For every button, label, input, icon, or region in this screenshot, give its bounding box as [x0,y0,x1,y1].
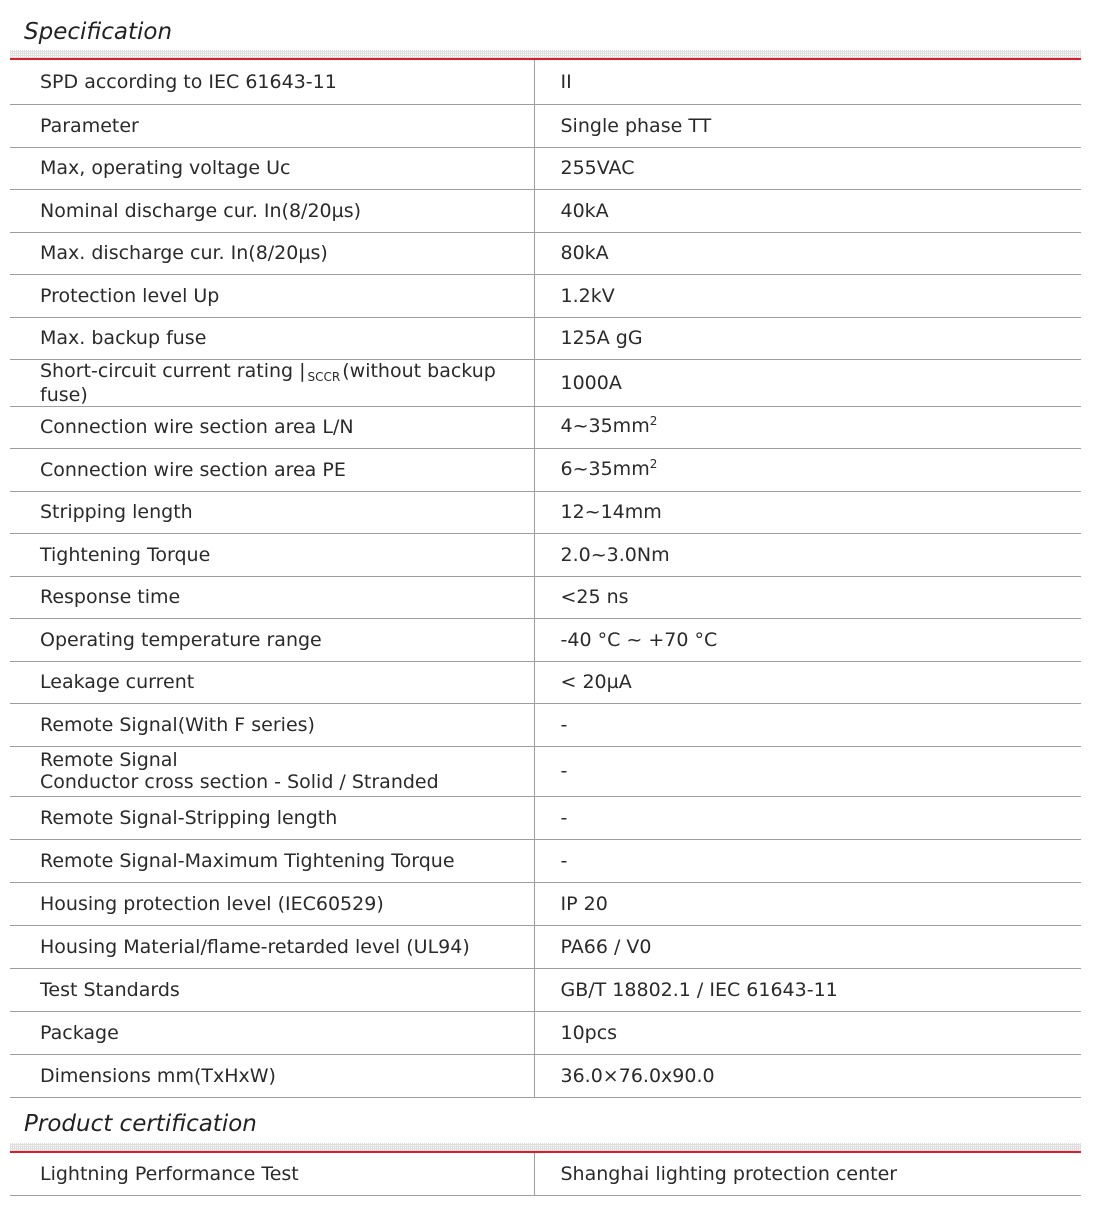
param-cell: Package [10,1011,534,1054]
param-cell [10,746,534,796]
value-cell: 255VAC [534,147,1081,189]
certification-table [10,1153,1081,1196]
value-cell: -40 °C ~ +70 °C [534,618,1081,661]
param-cell: Remote Signal-Maximum Tightening Torque [10,839,534,882]
table-row [10,661,1081,703]
param-cell: Response time [10,576,534,618]
table-row [10,1011,1081,1054]
param-cell: Test Standards [10,968,534,1011]
table-row [10,317,1081,359]
value-text: 4~35mm [560,415,650,437]
value-cell: Single phase TT [534,104,1081,147]
value-cell: 2.0~3.0Nm [534,533,1081,576]
value-cell: IP 20 [534,882,1081,925]
value-superscript: 2 [649,414,658,428]
param-cell: Nominal discharge cur. In(8/20µs) [10,189,534,232]
param-cell: Stripping length [10,491,534,533]
table-row [10,839,1081,882]
table-row [10,1153,1081,1195]
specification-title: Specification [24,19,173,45]
value-superscript: 2 [649,456,658,471]
value-cell: GB/T 18802.1 / IEC 61643-11 [534,968,1081,1011]
header-dot-band [10,50,1081,58]
table-row [10,147,1081,189]
param-cell: Housing Material/flame-retarded level (UL94) [10,925,534,968]
value-cell: 36.0×76.0x90.0 [534,1054,1081,1097]
value-cell: 12~14mm [534,491,1081,533]
param-cell: Max, operating voltage Uc [10,147,534,189]
param-cell: Lightning Performance Test [10,1153,534,1195]
param-cell: Parameter [10,104,534,147]
param-cell: Protection level Up [10,274,534,317]
value-cell [534,406,1081,448]
value-cell: Shanghai lighting protection center [534,1153,1081,1195]
value-cell [534,448,1081,491]
value-cell: < 20µA [534,661,1081,703]
table-row [10,882,1081,925]
param-cell: Dimensions mm(TxHxW) [10,1054,534,1097]
table-row [10,576,1081,618]
table-row [10,746,1081,796]
table-row [10,448,1081,491]
cert-dot-band [10,1143,1081,1151]
param-cell: Operating temperature range [10,618,534,661]
param-cell: Connection wire section area PE [10,448,534,491]
value-cell: PA66 / V0 [534,925,1081,968]
value-cell: 1000A [534,359,1081,406]
table-row [10,618,1081,661]
param-text: (without backup fuse) [40,359,496,406]
value-cell: 80kA [534,232,1081,274]
value-cell: II [534,60,1081,104]
param-subscript: SCCR [307,369,341,384]
param-cell: SPD according to IEC 61643-11 [10,60,534,104]
table-row [10,968,1081,1011]
specification-table [10,60,1081,1098]
table-row [10,104,1081,147]
param-cell: Max. discharge cur. In(8/20µs) [10,232,534,274]
table-row [10,491,1081,533]
value-cell: <25 ns [534,576,1081,618]
value-cell: - [534,703,1081,746]
value-cell: 40kA [534,189,1081,232]
table-row [10,533,1081,576]
value-cell: - [534,839,1081,882]
table-row [10,703,1081,746]
table-row [10,232,1081,274]
table-row [10,359,1081,406]
param-cell: Leakage current [10,661,534,703]
param-cell: Max. backup fuse [10,317,534,359]
table-row [10,60,1081,104]
value-cell: - [534,796,1081,839]
table-row [10,406,1081,448]
param-cell: Remote Signal-Stripping length [10,796,534,839]
value-cell: 10pcs [534,1011,1081,1054]
param-cell: Connection wire section area L/N [10,406,534,448]
value-cell: 125A gG [534,317,1081,359]
table-row [10,1054,1081,1097]
table-row [10,925,1081,968]
param-cell: Remote Signal(With F series) [10,703,534,746]
param-cell [10,359,534,406]
param-line-1: Remote Signal [40,749,178,771]
value-text: 6~35mm [560,457,650,480]
table-row [10,189,1081,232]
param-line-2: Conductor cross section - Solid / Stranded [40,771,439,793]
product-certification-title: Product certification [24,1111,257,1137]
value-cell: 1.2kV [534,274,1081,317]
table-row [10,796,1081,839]
value-cell: - [534,746,1081,796]
param-cell: Housing protection level (IEC60529) [10,882,534,925]
table-row [10,274,1081,317]
param-cell: Tightening Torque [10,533,534,576]
param-text: Short-circuit current rating | [40,359,306,382]
